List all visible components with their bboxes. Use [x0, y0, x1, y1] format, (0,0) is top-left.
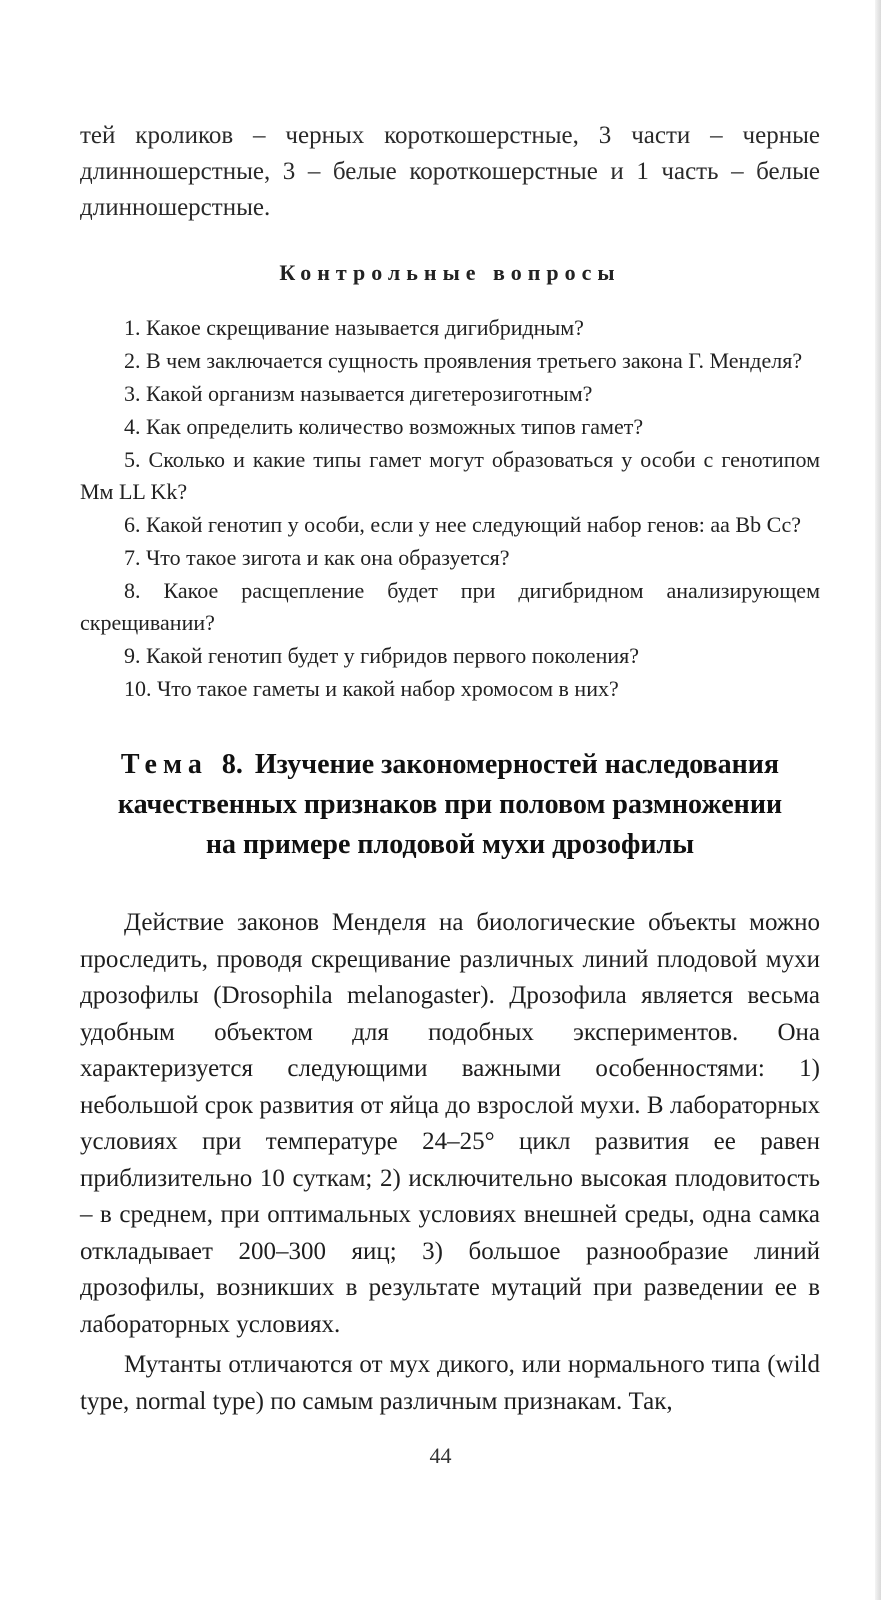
topic-word: Тема [120, 749, 208, 780]
question-item: 4. Как определить количество возможных типов гамет? [124, 414, 644, 439]
section-title: Контрольные вопросы [279, 260, 621, 285]
question-item: 1. Какое скрещивание называется дигибридным? [124, 315, 584, 340]
question-item: 5. Сколько и какие типы гамет могут образоваться у особи с генотипом Мм LL Kk? [80, 447, 820, 504]
question-item: 7. Что такое зигота и как она образуется? [124, 545, 510, 570]
body-paragraph: Мутанты отличаются от мух дикого, или нормального типа (wild type, normal type) по самым различным признакам. Так, [80, 1351, 820, 1415]
questions-list [80, 312, 820, 705]
book-page [80, 118, 820, 1424]
page-edge [875, 0, 881, 1600]
topic-title-line2: качественных признаков при половом размножении [117, 789, 783, 820]
page-number: 44 [429, 1443, 452, 1468]
question-item: 10. Что такое гаметы и какой набор хромосом в них? [124, 676, 619, 701]
topic-heading [80, 745, 820, 865]
question-item: 6. Какой генотип у особи, если у нее следующий набор генов: аа Bb Сс? [124, 512, 802, 537]
topic-number: 8. [221, 749, 243, 780]
question-item: 3. Какой организм называется дигетерозиготным? [124, 381, 593, 406]
question-item: 9. Какой генотип будет у гибридов первого поколения? [124, 643, 640, 668]
body-paragraph: Действие законов Менделя на биологические объекты можно проследить, проводя скрещивание различных линий плодовой мухи дрозофилы (Drosophila melanogaster). Дрозофила является весьма удобным объектом для подобных экспериментов. Она характеризуется следующими важными особенностями: 1) небольшой срок развития от яйца до взрослой мухи. В лабораторных условиях при температуре 24–25° цикл развития ее равен приблизительно 10 суткам; 2) исключительно высокая плодовитость – в среднем, при оптимальных условиях внешней среды, одна самка откладывает 200–300 яиц; 3) большое разнообразие линий дрозофилы, возникших в результате мутаций при разведении ее в лабораторных условиях. [80, 909, 820, 1338]
topic-heading-line1 [80, 745, 820, 785]
topic-title-line1: Изучение закономерностей наследования [254, 749, 780, 780]
question-item: 2. В чем заключается сущность проявления третьего закона Г. Менделя? [124, 348, 803, 373]
question-item: 8. Какое расщепление будет при дигибридном анализирующем скрещивании? [80, 578, 820, 635]
topic-title-line3: на примере плодовой мухи дрозофилы [205, 829, 695, 860]
intro-paragraph: тей кроликов – черных короткошерстные, 3 части – черные длинношерстные, 3 – белые короткошерстные и 1 часть – белые длинношерстные. [80, 122, 820, 221]
